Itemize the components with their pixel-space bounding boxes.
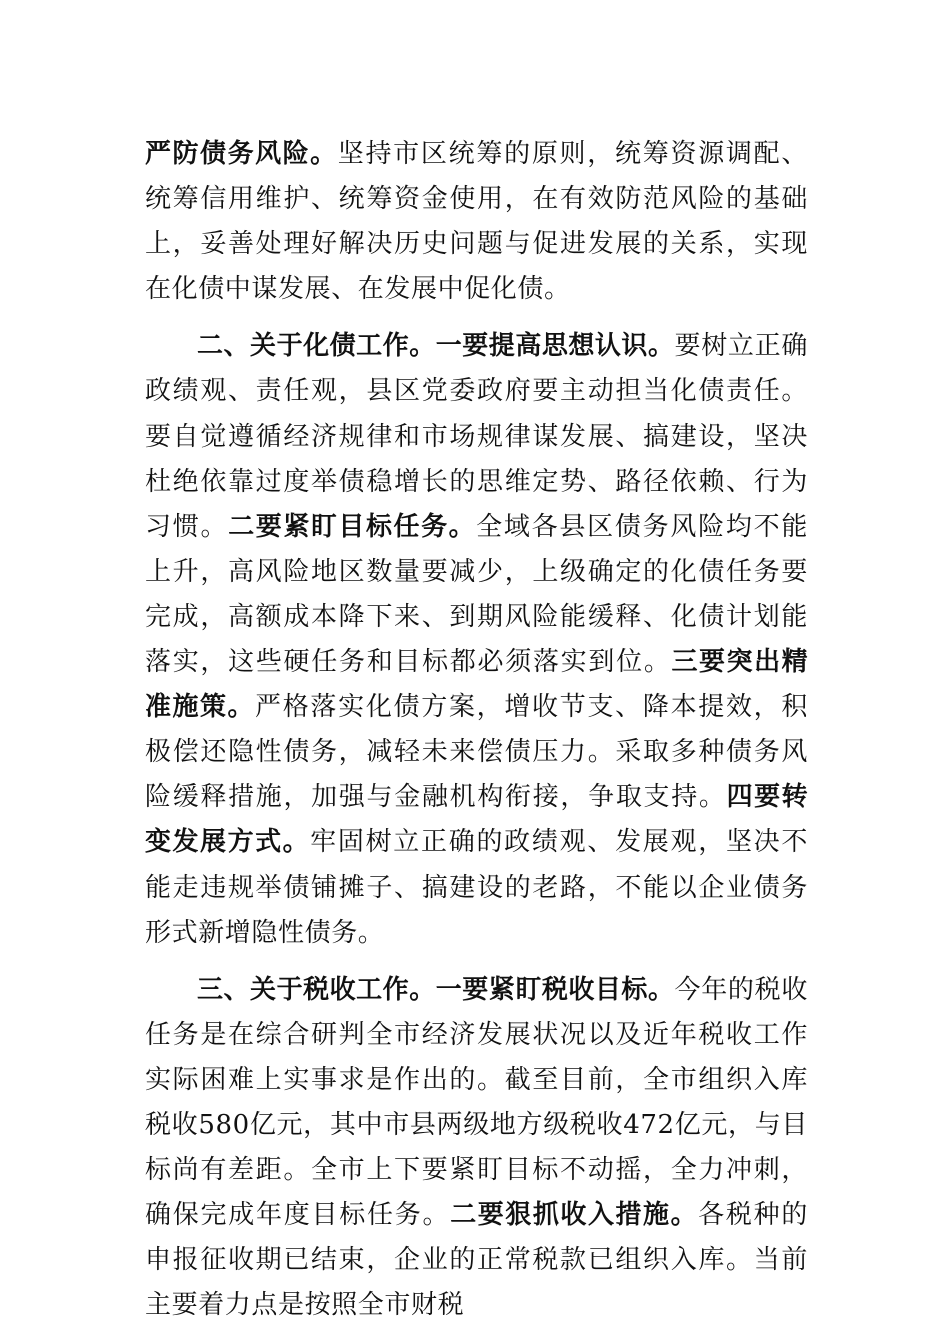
paragraph-debt-work — [145, 324, 808, 955]
bold-heading: 三要突出精准施策。 — [145, 647, 808, 723]
paragraph-tax-work — [145, 968, 808, 1329]
body-text: 要树立正确政绩观、责任观，县区党委政府要主动担当化债责任。要自觉遵循经济规律和市场规律谋发展、搞建设，坚决杜绝依靠过度举债稳增长的思维定势、路径依赖、行为习惯。 — [145, 331, 808, 542]
body-text: 严格落实化债方案，增收节支、降本提效，积极偿还隐性债务，减轻未来偿债压力。采取多种债务风险缓释措施，加强与金融机构衔接，争取支持。 — [145, 692, 808, 813]
body-text: 各税种的申报征收期已结束，企业的正常税款已组织入库。当前主要着力点是按照全市财税 — [145, 1200, 808, 1321]
body-text: 坚持市区统筹的原则，统筹资源调配、统筹信用维护、统筹资金使用，在有效防范风险的基础上，妥善处理好解决历史问题与促进发展的关系，实现在化债中谋发展、在发展中促化债。 — [145, 139, 808, 305]
section-heading: 二、关于化债工作。一要提高思想认识。 — [197, 331, 675, 362]
section-heading: 三、关于税收工作。一要紧盯税收目标。 — [197, 974, 675, 1005]
body-text: 牢固树立正确的政绩观、发展观，坚决不能走违规举债铺摊子、搞建设的老路，不能以企业债务形式新增隐性债务。 — [145, 827, 808, 948]
body-text: 今年的税收任务是在综合研判全市经济发展状况以及近年税收工作实际困难上实事求是作出的。截至目前，全市组织入库税收580亿元，其中市县两级地方级税收472亿元，与目标尚有差距。全市上下要紧盯目标不动摇，全力冲刺，确保完成年度目标任务。 — [145, 974, 808, 1231]
document-body — [145, 132, 808, 1328]
body-text: 全域各县区债务风险均不能上升，高风险地区数量要减少，上级确定的化债任务要完成，高额成本降下来、到期风险能缓释、化债计划能落实，这些硬任务和目标都必须落实到位。 — [145, 511, 808, 678]
bold-heading: 四要转变发展方式。 — [145, 782, 808, 858]
paragraph-debt-risk — [145, 132, 808, 312]
bold-heading: 二要紧盯目标任务。 — [228, 511, 477, 542]
bold-heading: 二要狠抓收入措施。 — [450, 1200, 699, 1231]
bold-heading: 严防债务风险。 — [145, 139, 338, 169]
